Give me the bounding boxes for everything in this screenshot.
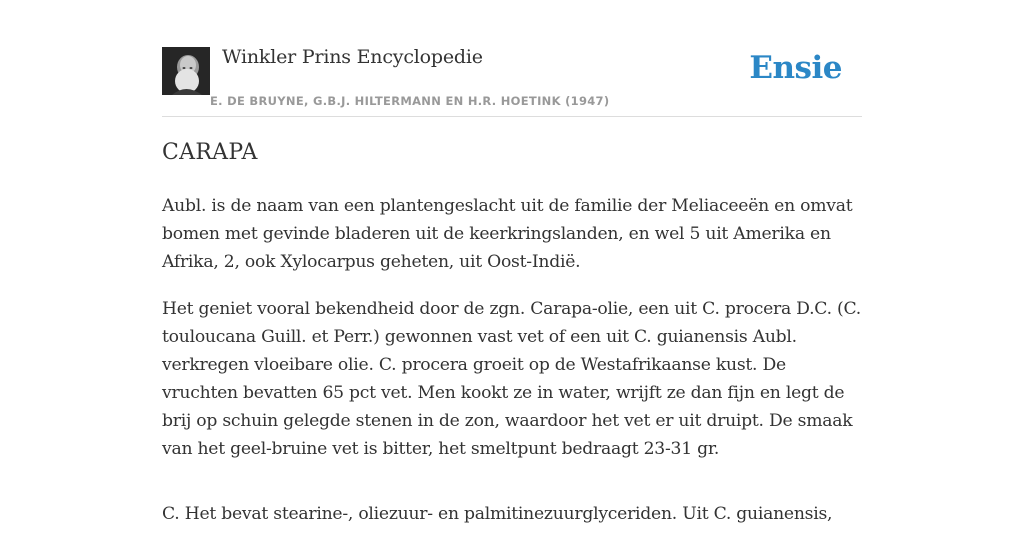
avatar[interactable]: [162, 47, 210, 95]
article-paragraph: C. Het bevat stearine-, oliezuur- en palmitinezuurglyceriden. Uit C. guianensis,: [162, 504, 833, 524]
article-paragraph: Aubl. is de naam van een plantengeslacht uit de familie der Meliaceeën en omvat bomen met gevinde bladeren uit de keerkringslanden, en wel 5 uit Amerika en Afrika, 2, ook Xylocarpus geheten, uit Oost-Indië.: [162, 196, 853, 272]
site-title[interactable]: Winkler Prins Encyclopedie: [222, 46, 483, 68]
article-body: [162, 192, 862, 547]
page: [162, 0, 862, 524]
article-paragraph: Het geniet vooral bekendheid door de zgn. Carapa-olie, een uit C. procera D.C. (C. touloucana Guill. et Perr.) gewonnen vast vet of een uit C. guianensis Aubl. verkregen vloeibare olie. C. procera groeit op de Westafrikaanse kust. De vruchten bevatten 65 pct vet. Men kookt ze in water, wrijft ze dan fijn en legt de brij op schuin gelegde stenen in de zon, waardoor het vet er uit druipt. De smaak van het geel-bruine vet is bitter, het smeltpunt bedraagt 23-31 gr.: [162, 299, 861, 459]
site-authors: E. DE BRUYNE, G.B.J. HILTERMANN EN H.R. HOETINK (1947): [210, 94, 610, 108]
brand-logo[interactable]: Ensie: [749, 50, 842, 86]
header: [162, 40, 862, 117]
portrait-icon: [162, 47, 210, 95]
article-title: CARAPA: [162, 140, 258, 165]
